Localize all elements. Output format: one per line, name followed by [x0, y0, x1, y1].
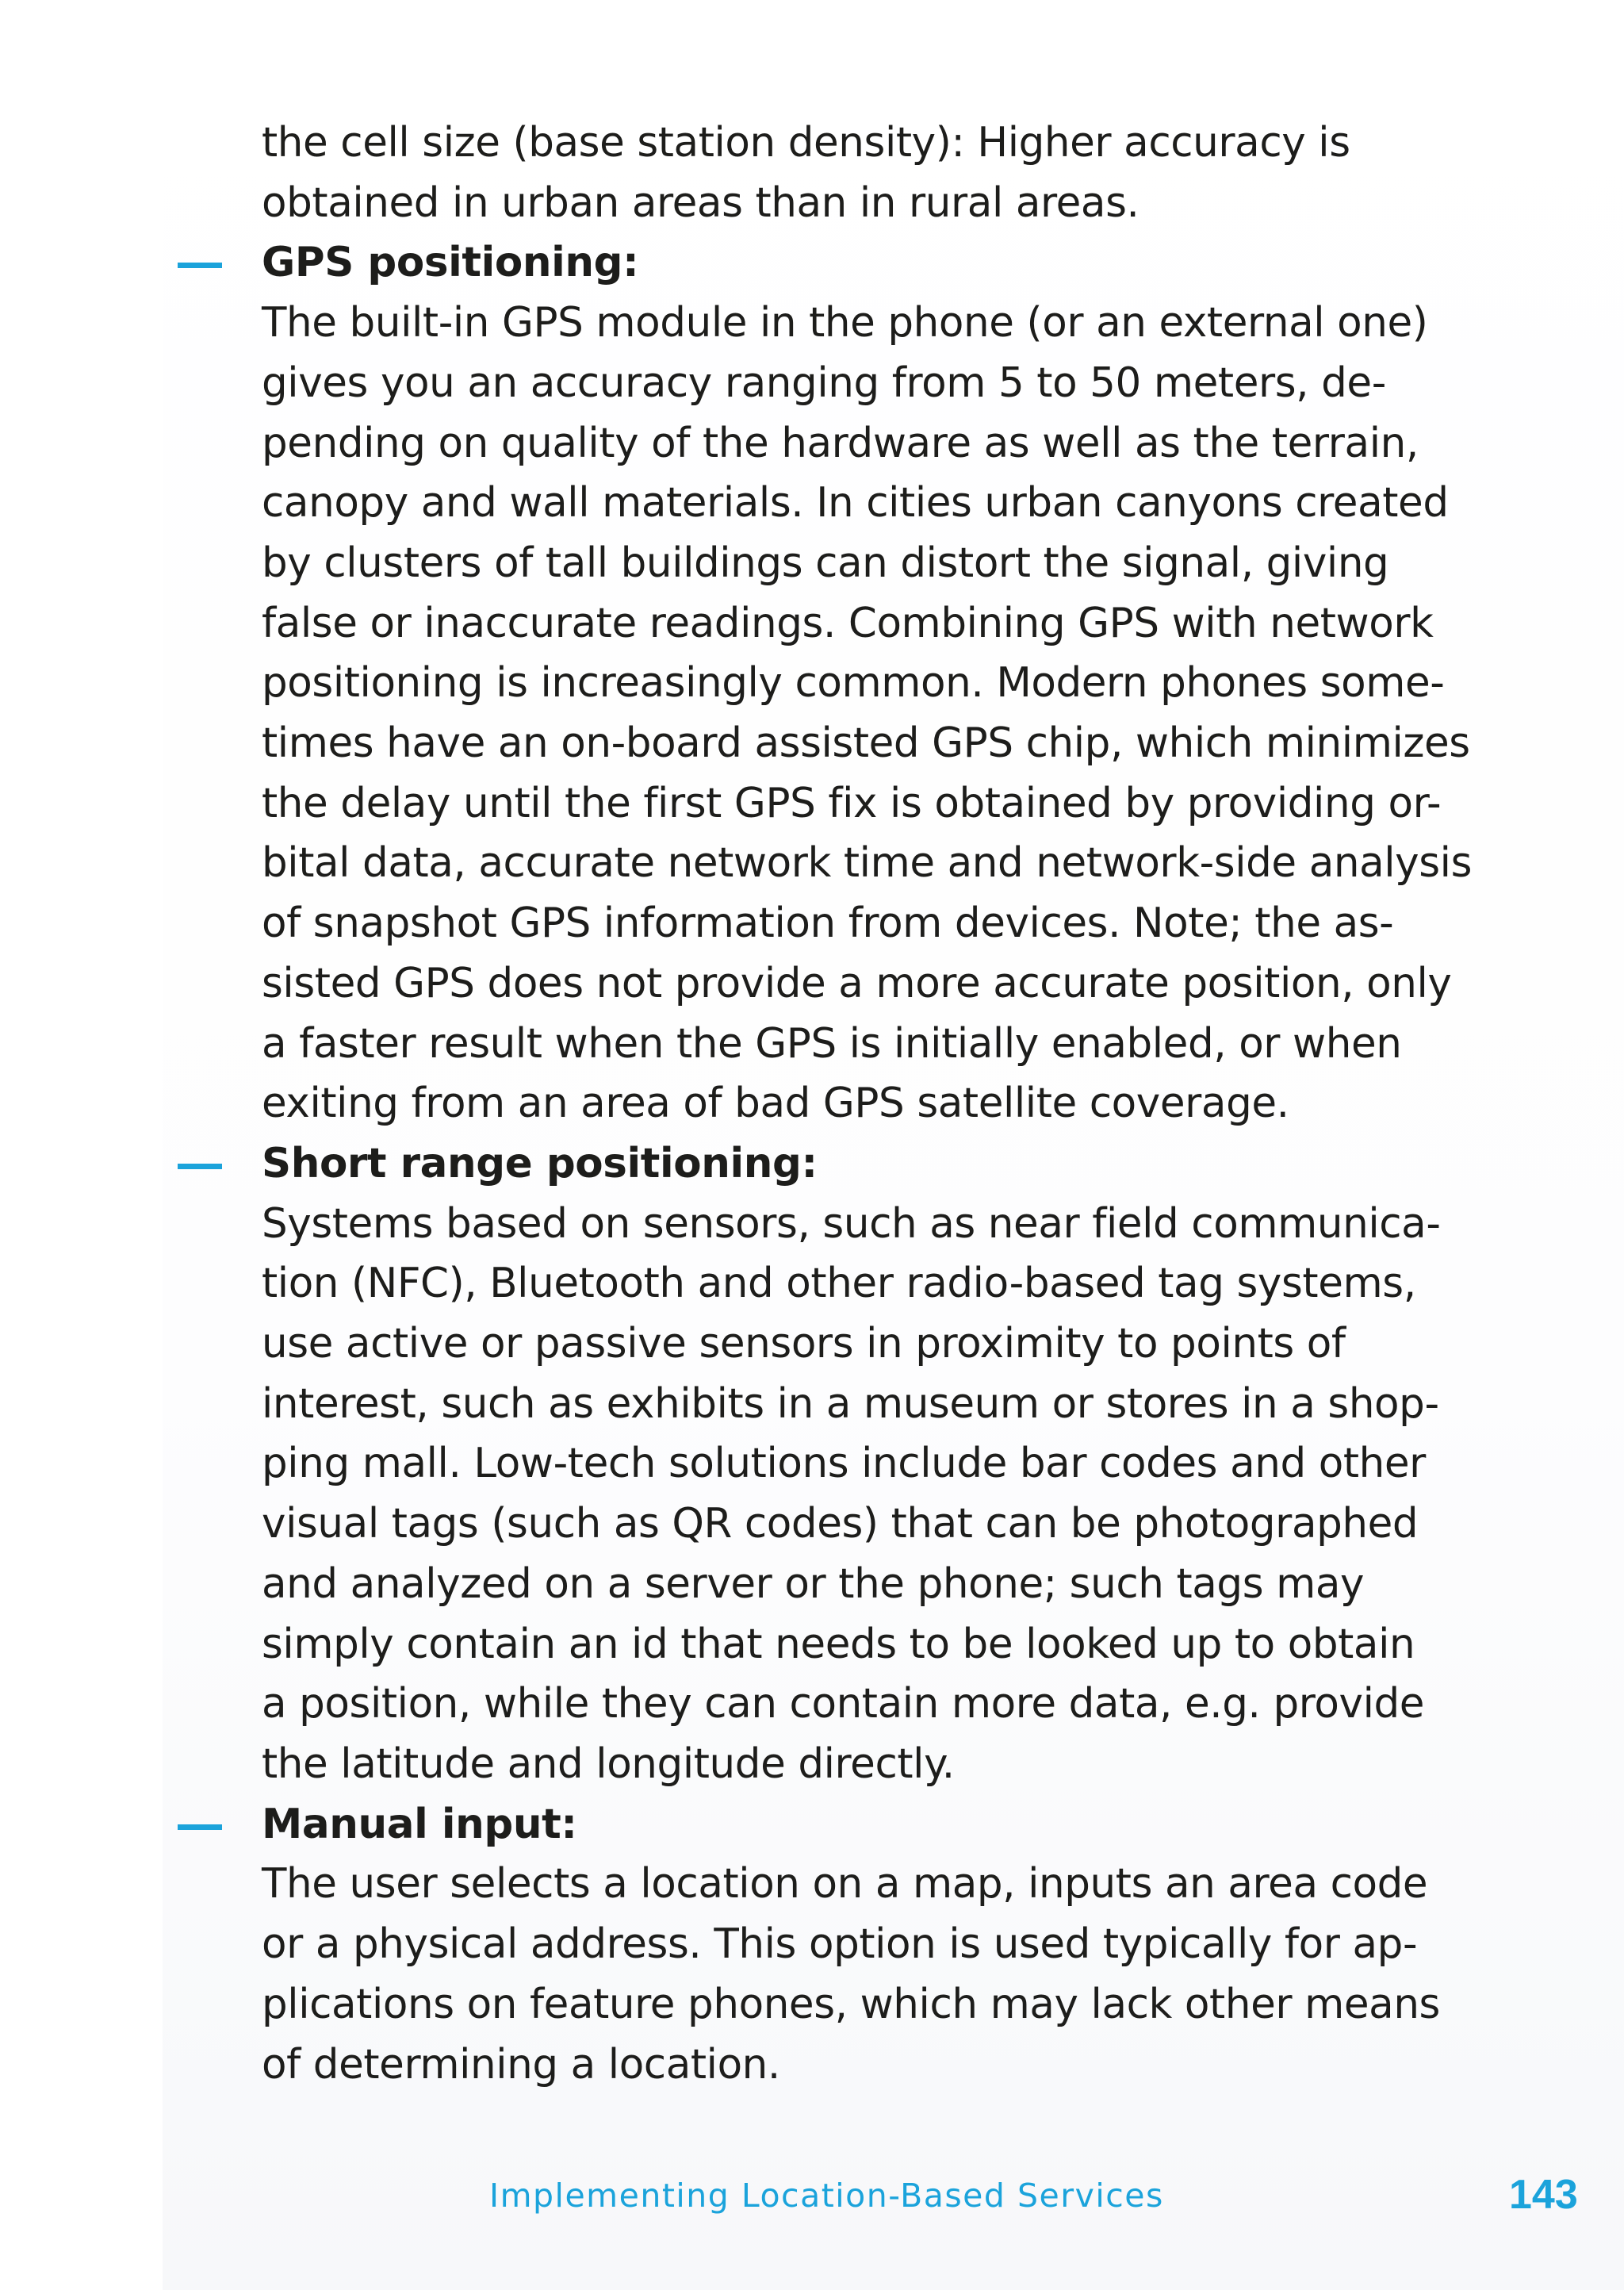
- dash-bullet-icon: [178, 1824, 222, 1830]
- paragraph-line: canopy and wall materials. In cities urban canyons created: [262, 479, 1449, 527]
- intro-line: the cell size (base station density): Higher accuracy is: [262, 119, 1350, 167]
- paragraph-line: sisted GPS does not provide a more accurate position, only: [262, 959, 1452, 1007]
- section-heading-text: Manual input:: [262, 1800, 577, 1848]
- paragraph-line: visual tags (such as QR codes) that can be photographed: [262, 1500, 1419, 1548]
- paragraph-line: ping mall. Low-tech solutions include bar codes and other: [262, 1440, 1426, 1488]
- paragraph-line: The user selects a location on a map, inputs an area code: [262, 1860, 1428, 1908]
- paragraph-line: a position, while they can contain more data, e.g. provide: [262, 1680, 1425, 1728]
- paragraph-line: of snapshot GPS information from devices. Note; the as-: [262, 900, 1394, 948]
- paragraph-line: pending on quality of the hardware as well as the terrain,: [262, 419, 1419, 467]
- paragraph-line: times have an on-board assisted GPS chip, which minimizes: [262, 719, 1470, 768]
- paragraph-line: positioning is increasingly common. Modern phones some-: [262, 659, 1445, 708]
- paragraph-line: interest, such as exhibits in a museum or stores in a shop-: [262, 1379, 1439, 1428]
- dash-bullet-icon: [178, 263, 222, 268]
- section-heading-short-range: [262, 1134, 1467, 1195]
- paragraph-line: the latitude and longitude directly.: [262, 1740, 955, 1788]
- paragraph-line: gives you an accuracy ranging from 5 to 50 meters, de-: [262, 359, 1386, 407]
- paragraph-line: bital data, accurate network time and network-side analysis: [262, 839, 1473, 888]
- paragraph-line: of determining a location.: [262, 2040, 780, 2089]
- paragraph-line: false or inaccurate readings. Combining GPS with network: [262, 599, 1434, 647]
- intro-line: obtained in urban areas than in rural areas.: [262, 178, 1139, 227]
- paragraph-line: Systems based on sensors, such as near field communica-: [262, 1199, 1441, 1248]
- body-text: [262, 113, 1473, 2095]
- paragraph-line: a faster result when the GPS is initially enabled, or when: [262, 1019, 1402, 1068]
- section-heading-manual-input: [262, 1795, 1467, 1855]
- dash-bullet-icon: [178, 1164, 222, 1169]
- paragraph-line: The built-in GPS module in the phone (or an external one): [262, 299, 1428, 347]
- paragraph-line: exiting from an area of bad GPS satellite coverage.: [262, 1080, 1289, 1128]
- running-footer-title: Implementing Location-Based Services: [489, 2177, 1164, 2215]
- paragraph-line: the delay until the first GPS fix is obtained by providing or-: [262, 779, 1442, 827]
- page-number: 143: [1509, 2172, 1578, 2218]
- section-heading-text: Short range positioning:: [262, 1139, 818, 1187]
- section-heading-gps: [262, 233, 1467, 293]
- paragraph-line: simply contain an id that needs to be looked up to obtain: [262, 1620, 1415, 1668]
- paragraph-line: and analyzed on a server or the phone; such tags may: [262, 1559, 1365, 1608]
- paragraph-line: tion (NFC), Bluetooth and other radio-based tag systems,: [262, 1260, 1416, 1308]
- paragraph-line: plications on feature phones, which may lack other means: [262, 1980, 1440, 2028]
- paragraph-line: use active or passive sensors in proximity to points of: [262, 1320, 1346, 1368]
- section-heading-text: GPS positioning:: [262, 239, 639, 287]
- paragraph-line: by clusters of tall buildings can distort the signal, giving: [262, 539, 1389, 587]
- paragraph-line: or a physical address. This option is used typically for ap-: [262, 1920, 1418, 1969]
